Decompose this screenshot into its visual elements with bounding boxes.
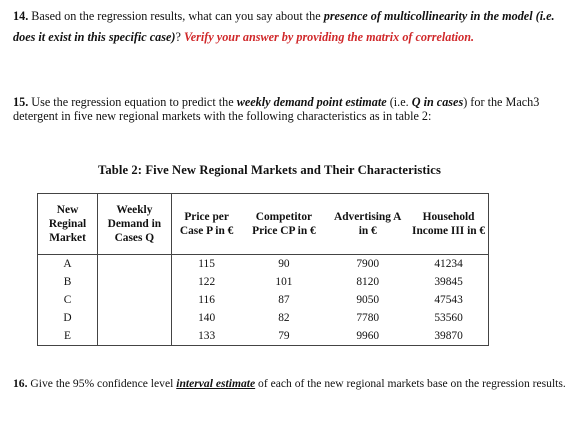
cell-advertising: 9050 <box>356 294 380 306</box>
table-row <box>38 309 489 327</box>
cell-advertising: 7780 <box>356 312 380 324</box>
header-advertising: Advertising A in € <box>326 194 409 255</box>
cell-price: 115 <box>198 258 215 270</box>
question-14-instruction: Verify your answer by providing the matrix of correlation. <box>183 30 475 44</box>
table-row <box>38 327 489 346</box>
table-caption: Table 2: Five New Regional Markets and Their Characteristics <box>98 163 441 177</box>
header-weekly-demand: Weekly Demand in Cases Q <box>98 194 172 255</box>
cell-competitor-price: 90 <box>278 258 290 270</box>
cell-market: A <box>38 255 98 274</box>
cell-demand <box>98 291 172 309</box>
header-price: Price per Case P in € <box>171 194 241 255</box>
cell-market: E <box>38 327 98 346</box>
header-household-income: Household Income III in € <box>409 194 488 255</box>
table-row <box>38 291 489 309</box>
cell-advertising: 8120 <box>356 276 380 288</box>
question-15-number: 15. <box>13 95 29 109</box>
question-14-emphasis: presence of multicollinearity in the model (i.e. does it exist in this specific case) <box>13 9 555 44</box>
cell-income: 47543 <box>409 291 488 309</box>
cell-advertising: 9960 <box>326 327 409 346</box>
question-14-text-a: Based on the regression results, what can you say about the <box>28 9 324 23</box>
cell-price: 116 <box>198 294 215 306</box>
cell-market: C <box>38 291 98 309</box>
question-14-text-b: ? <box>175 30 184 44</box>
question-15-text-b: (i.e. <box>386 95 412 109</box>
header-market: New Reginal Market <box>38 194 98 255</box>
question-16-text-b: of each of the new regional markets base on the regression results. <box>255 377 566 390</box>
cell-demand <box>98 273 172 291</box>
question-15 <box>13 95 569 123</box>
cell-demand <box>98 255 172 274</box>
question-14-number: 14. <box>13 9 29 23</box>
question-15-emphasis-b: Q in cases <box>411 95 464 109</box>
cell-advertising: 7900 <box>356 258 380 270</box>
cell-income: 41234 <box>409 255 488 274</box>
table-header-row <box>38 194 489 255</box>
cell-competitor-price: 101 <box>275 276 293 288</box>
cell-income: 39870 <box>409 327 488 346</box>
question-16-text-a: Give the 95% confidence level <box>27 377 177 390</box>
question-16-emphasis: interval estimate <box>176 377 256 390</box>
table-row <box>38 273 489 291</box>
cell-market: D <box>38 309 98 327</box>
cell-demand <box>98 309 172 327</box>
cell-demand <box>98 327 172 346</box>
question-14 <box>13 6 569 48</box>
cell-competitor-price: 82 <box>278 312 290 324</box>
cell-price: 140 <box>198 312 216 324</box>
cell-income: 53560 <box>409 309 488 327</box>
question-16 <box>13 377 569 391</box>
question-16-number: 16. <box>13 377 28 390</box>
question-15-text-a: Use the regression equation to predict the <box>28 95 237 109</box>
question-15-text-c: ) for the Mach3 detergent in five new regional markets with the following characteristics as in table 2: <box>13 95 540 123</box>
cell-income: 39845 <box>409 273 488 291</box>
cell-price: 133 <box>171 327 241 346</box>
cell-competitor-price: 87 <box>278 294 290 306</box>
markets-table <box>37 193 489 346</box>
question-15-emphasis-a: weekly demand point estimate <box>236 95 387 109</box>
cell-competitor-price: 79 <box>242 327 327 346</box>
cell-price: 122 <box>198 276 216 288</box>
table-row <box>38 255 489 274</box>
cell-market: B <box>38 273 98 291</box>
header-competitor-price: Competitor Price CP in € <box>242 194 327 255</box>
